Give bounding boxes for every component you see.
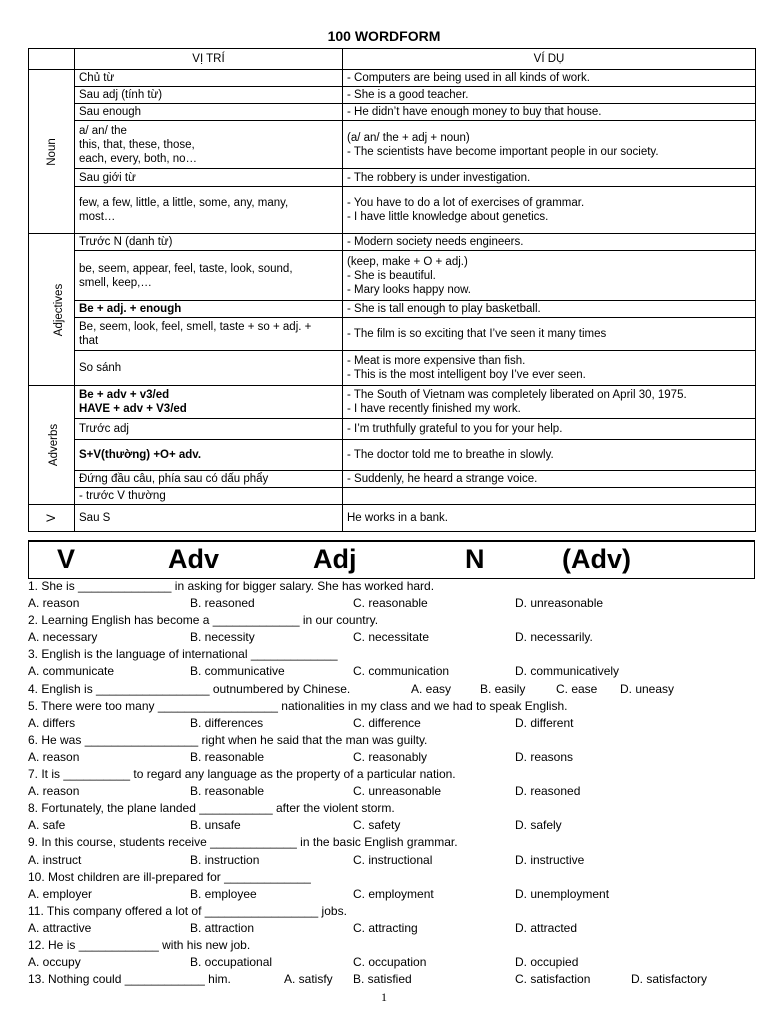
question-text: 7. It is __________ to regard any language as the property of a particular nation.: [28, 767, 456, 782]
category-label: Adjectives: [53, 283, 66, 336]
answer-option[interactable]: B. differences: [190, 715, 264, 730]
table-row: [29, 87, 756, 104]
exercise-options: [28, 886, 753, 903]
header-blank-cell: [29, 49, 75, 70]
table-row: [29, 301, 756, 318]
position-cell: [75, 488, 343, 505]
example-text: - The South of Vietnam was completely liberated on April 30, 1975.: [347, 389, 687, 401]
position-text: Sau giới từ: [79, 171, 136, 184]
example-cell: [343, 187, 756, 234]
example-cell: [343, 301, 756, 318]
category-cell: [29, 70, 75, 234]
example-text: - You have to do a lot of exercises of grammar.: [347, 197, 585, 209]
table-row: [29, 70, 756, 87]
answer-option[interactable]: B. occupational: [190, 955, 273, 970]
position-cell: [75, 386, 343, 419]
category-label: V: [45, 514, 58, 522]
position-cell: [75, 104, 343, 121]
example-cell: [343, 234, 756, 251]
answer-option[interactable]: B. instruction: [190, 852, 260, 867]
answer-option[interactable]: B. reasoned: [190, 596, 255, 611]
question-text: 2. Learning English has become a _____________ in our country.: [28, 613, 379, 628]
answer-option[interactable]: D. occupied: [515, 955, 579, 970]
example-cell: [343, 471, 756, 488]
answer-option[interactable]: B. reasonable: [190, 749, 265, 764]
position-text: this, that, these, those,: [79, 138, 195, 151]
position-text: Be + adv + v3/ed: [79, 389, 170, 401]
position-text: few, a few, little, a little, some, any, many,: [79, 197, 289, 209]
table-row: [29, 488, 756, 505]
answer-option[interactable]: B. satisfied: [353, 972, 412, 987]
example-text: - She is a good teacher.: [347, 89, 469, 101]
page-number: 1: [381, 990, 387, 1004]
exercise-options: [28, 920, 753, 937]
exercise-options: [28, 783, 753, 800]
answer-option[interactable]: D. attracted: [515, 920, 578, 935]
position-text: Sau enough: [79, 106, 142, 118]
table-row: [29, 121, 756, 169]
answer-option[interactable]: D. unemployment: [515, 886, 610, 901]
word-order-row: [28, 540, 755, 579]
table-row: [29, 187, 756, 234]
answer-option[interactable]: B. attraction: [190, 920, 255, 935]
position-cell: [75, 419, 343, 440]
position-text: Be + adj. + enough: [79, 303, 182, 315]
answer-option[interactable]: D. necessarily.: [515, 630, 593, 645]
position-cell: [75, 351, 343, 386]
position-cell: [75, 169, 343, 187]
answer-option[interactable]: A. communicate: [28, 664, 115, 679]
example-text: - The scientists have become important people in our society.: [347, 145, 659, 158]
question-text: 8. Fortunately, the plane landed ___________ after the violent storm.: [28, 801, 395, 816]
table-row: [29, 386, 756, 419]
example-text: - This is the most intelligent boy I’ve ever seen.: [347, 369, 586, 381]
example-text: - Meat is more expensive than fish.: [347, 355, 526, 367]
word-order-item: Adj: [313, 544, 357, 574]
position-cell: [75, 505, 343, 532]
example-text: - I’m truthfully grateful to you for your help.: [347, 423, 563, 435]
example-cell: [343, 419, 756, 440]
header-example: VÍ DỤ: [343, 49, 756, 70]
exercise-question: [28, 732, 753, 749]
position-text: most…: [79, 211, 116, 223]
exercise-options: [28, 954, 753, 971]
position-text: So sánh: [79, 362, 122, 374]
category-cell: [29, 234, 75, 386]
word-order-item: N: [465, 544, 485, 574]
example-text: - The doctor told me to breathe in slowly.: [347, 449, 554, 461]
example-cell: [343, 70, 756, 87]
word-order-item: V: [57, 544, 76, 574]
table-row: [29, 351, 756, 386]
answer-option[interactable]: C. attracting: [353, 920, 418, 935]
answer-option[interactable]: A. safe: [28, 818, 66, 833]
answer-option[interactable]: C. instructional: [353, 852, 433, 867]
category-label: Noun: [45, 137, 58, 166]
exercise-options: [28, 629, 753, 646]
question-text: 1. She is ______________ in asking for bigger salary. She has worked hard.: [28, 579, 435, 593]
question-text: 6. He was _________________ right when he said that the man was guilty.: [28, 732, 428, 747]
category-label: Adverbs: [48, 423, 61, 467]
position-text: HAVE + adv + V3/ed: [79, 403, 187, 415]
question-text: 4. English is _________________ outnumbered by Chinese.: [28, 681, 351, 696]
answer-option[interactable]: A. easy: [411, 681, 452, 696]
exercise-options: [28, 715, 753, 732]
answer-option[interactable]: B. reasonable: [190, 784, 265, 799]
answer-option[interactable]: D. reasoned: [515, 784, 581, 799]
answer-option[interactable]: C. occupation: [353, 955, 427, 970]
example-text: - Computers are being used in all kinds of work.: [347, 72, 590, 84]
exercise-question: [28, 646, 753, 663]
position-cell: [75, 234, 343, 251]
answer-option[interactable]: B. employee: [190, 886, 257, 901]
example-text: - I have little knowledge about genetics.: [347, 211, 549, 223]
position-text: smell, keep,…: [79, 276, 152, 289]
example-cell: [343, 104, 756, 121]
answer-option[interactable]: C. ease: [556, 681, 598, 696]
answer-option[interactable]: A. necessary: [28, 630, 98, 645]
example-text: (keep, make + O + adj.): [347, 255, 468, 268]
position-text: be, seem, appear, feel, taste, look, sound,: [79, 262, 293, 275]
example-text: He works in a bank.: [347, 512, 448, 524]
example-text: (a/ an/ the + adj + noun): [347, 131, 470, 144]
table-row: [29, 318, 756, 351]
table-row: [29, 419, 756, 440]
answer-option[interactable]: C. employment: [353, 886, 434, 901]
example-cell: [343, 318, 756, 351]
example-cell: [343, 121, 756, 169]
position-cell: [75, 471, 343, 488]
answer-option[interactable]: C. necessitate: [353, 630, 430, 645]
table-row: [29, 440, 756, 471]
answer-option[interactable]: D. instructive: [515, 852, 585, 867]
position-text: each, every, both, no…: [79, 152, 198, 165]
example-text: - She is beautiful.: [347, 269, 436, 282]
answer-option[interactable]: B. necessity: [190, 630, 255, 645]
position-text: S+V(thường) +O+ adv.: [79, 449, 202, 461]
example-cell: [343, 488, 756, 505]
answer-option[interactable]: A. employer: [28, 886, 93, 901]
question-text: 5. There were too many __________________ nationalities in my class and we had to speak English.: [28, 698, 568, 713]
example-text: - I have recently finished my work.: [347, 403, 521, 415]
exercise-options: [28, 852, 753, 869]
example-cell: [343, 505, 756, 532]
table-header-row: [29, 49, 756, 70]
answer-option[interactable]: B. easily: [480, 681, 526, 696]
example-cell: [343, 251, 756, 301]
word-order-item: (Adv): [562, 544, 631, 574]
exercise-options: [28, 749, 753, 766]
position-cell: [75, 318, 343, 351]
answer-option[interactable]: A. occupy: [28, 955, 81, 970]
example-cell: [343, 386, 756, 419]
exercise-options: [28, 595, 753, 612]
answer-option[interactable]: A. differs: [28, 715, 76, 730]
exercise-question: [28, 903, 753, 920]
answer-option[interactable]: A. reason: [28, 596, 80, 611]
exercise-question: [28, 869, 753, 886]
answer-option[interactable]: D. reasons: [515, 749, 574, 764]
question-text: 10. Most children are ill-prepared for _____________: [28, 869, 311, 884]
question-text: 11. This company offered a lot of _________________ jobs.: [28, 903, 347, 918]
answer-option[interactable]: A. reason: [28, 784, 80, 799]
table-row: [29, 104, 756, 121]
table-row: [29, 234, 756, 251]
category-cell: [29, 386, 75, 505]
answer-option[interactable]: D. satisfactory: [631, 972, 708, 987]
answer-option[interactable]: C. reasonably: [353, 749, 428, 764]
example-text: - Modern society needs engineers.: [347, 236, 524, 248]
answer-option[interactable]: D. safely: [515, 818, 562, 833]
table-row: [29, 505, 756, 532]
table-row: [29, 169, 756, 187]
exercise-question: [28, 971, 753, 988]
answer-option[interactable]: C. unreasonable: [353, 784, 442, 799]
example-text: - The film is so exciting that I’ve seen it many times: [347, 328, 607, 340]
exercise-question: [28, 681, 753, 698]
position-text: that: [79, 335, 99, 347]
table-row: [29, 471, 756, 488]
position-text: Chủ từ: [79, 72, 115, 84]
position-cell: [75, 251, 343, 301]
position-text: Đứng đầu câu, phía sau có dấu phẩy: [79, 473, 269, 485]
category-cell: [29, 505, 75, 532]
example-text: - The robbery is under investigation.: [347, 171, 531, 184]
position-cell: [75, 440, 343, 471]
position-text: Sau S: [79, 512, 111, 524]
answer-option[interactable]: C. difference: [353, 715, 421, 730]
exercise-options: [28, 817, 753, 834]
position-text: - trước V thường: [79, 490, 166, 502]
exercise-question: [28, 766, 753, 783]
example-text: - Mary looks happy now.: [347, 283, 472, 296]
question-text: 9. In this course, students receive _____________ in the basic English grammar.: [28, 835, 458, 850]
exercise-question: [28, 937, 753, 954]
position-text: Be, seem, look, feel, smell, taste + so + adj. +: [79, 321, 312, 333]
exercise-question: [28, 834, 753, 851]
answer-option[interactable]: A. satisfy: [284, 972, 333, 987]
answer-option[interactable]: D. communicatively: [515, 664, 620, 679]
answer-option[interactable]: A. attractive: [28, 920, 92, 935]
position-cell: [75, 87, 343, 104]
answer-option[interactable]: B. unsafe: [190, 818, 241, 833]
answer-option[interactable]: A. reason: [28, 749, 80, 764]
position-cell: [75, 70, 343, 87]
position-cell: [75, 187, 343, 234]
answer-option[interactable]: D. uneasy: [620, 681, 675, 696]
table-row: [29, 251, 756, 301]
position-text: Trước N (danh từ): [79, 236, 173, 248]
answer-option[interactable]: B. communicative: [190, 664, 285, 679]
position-cell: [75, 301, 343, 318]
question-text: 3. English is the language of international _____________: [28, 647, 338, 662]
exercise-question: [28, 578, 753, 595]
exercise-options: [28, 663, 753, 680]
answer-option[interactable]: A. instruct: [28, 852, 82, 867]
example-cell: [343, 87, 756, 104]
question-text: 12. He is ____________ with his new job.: [28, 937, 251, 952]
document-title: 100 WORDFORM: [327, 28, 441, 44]
position-text: a/ an/ the: [79, 124, 127, 137]
exercise-list: [28, 578, 753, 988]
word-position-table: [28, 48, 756, 532]
answer-option[interactable]: C. communication: [353, 664, 450, 679]
example-cell: [343, 440, 756, 471]
header-position: VỊ TRÍ: [75, 49, 343, 70]
exercise-question: [28, 698, 753, 715]
question-text: 13. Nothing could ____________ him.: [28, 972, 231, 987]
answer-option[interactable]: D. different: [515, 715, 574, 730]
exercise-question: [28, 800, 753, 817]
position-cell: [75, 121, 343, 169]
exercise-question: [28, 612, 753, 629]
example-text: - Suddenly, he heard a strange voice.: [347, 473, 538, 485]
example-cell: [343, 351, 756, 386]
answer-option[interactable]: C. safety: [353, 818, 401, 833]
answer-option[interactable]: D. unreasonable: [515, 596, 604, 611]
word-order-item: Adv: [168, 544, 220, 574]
example-cell: [343, 169, 756, 187]
example-text: - She is tall enough to play basketball.: [347, 303, 541, 315]
position-text: Sau adj (tính từ): [79, 89, 163, 101]
example-text: - He didn’t have enough money to buy that house.: [347, 106, 602, 118]
position-text: Trước adj: [79, 423, 129, 435]
answer-option[interactable]: C. reasonable: [353, 596, 428, 611]
answer-option[interactable]: C. satisfaction: [515, 972, 591, 987]
